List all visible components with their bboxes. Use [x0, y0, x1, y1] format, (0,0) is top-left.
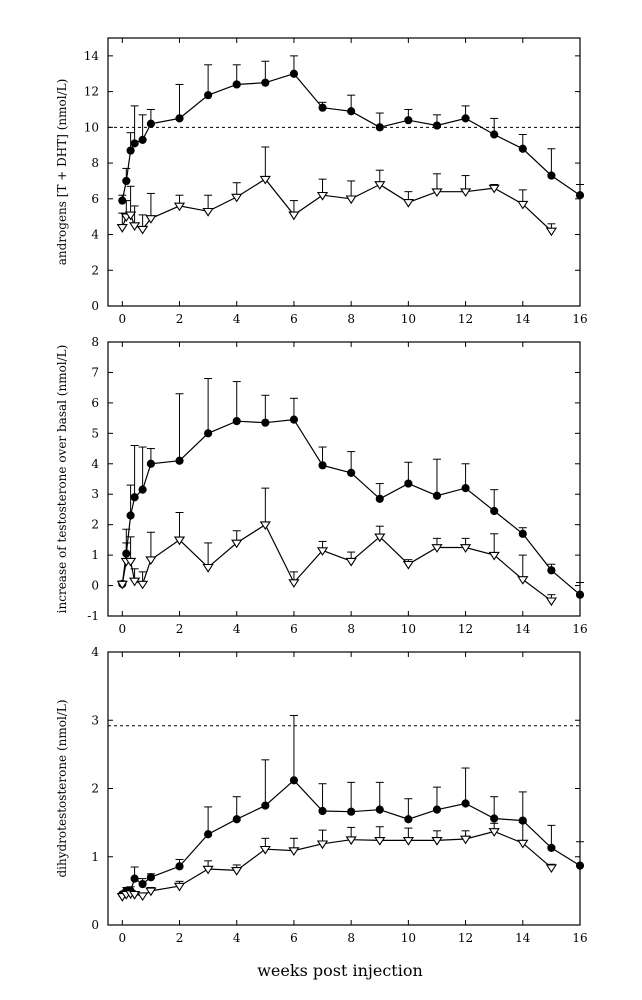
y-tick-label: 3 — [91, 487, 99, 502]
data-point-filled-circle — [139, 136, 146, 143]
x-tick-label: 10 — [400, 622, 417, 636]
data-point-filled-circle — [405, 117, 412, 124]
data-point-filled-circle — [348, 469, 355, 476]
data-point-filled-circle — [123, 177, 130, 184]
data-point-filled-circle — [491, 131, 498, 138]
y-tick-label: 6 — [91, 395, 99, 410]
y-tick-label: 2 — [91, 517, 99, 532]
x-tick-label: 16 — [572, 931, 588, 945]
data-point-open-triangle — [232, 868, 241, 875]
data-point-filled-circle — [290, 777, 297, 784]
x-tick-label: 6 — [290, 312, 298, 326]
data-point-open-triangle — [204, 866, 213, 873]
y-tick-label: 2 — [91, 263, 99, 278]
data-point-open-triangle — [432, 838, 441, 845]
data-point-open-triangle — [289, 212, 298, 219]
data-point-open-triangle — [289, 580, 298, 587]
x-tick-label: 12 — [457, 931, 474, 945]
x-tick-label: 6 — [290, 931, 298, 945]
x-tick-label: 8 — [347, 622, 355, 636]
x-tick-label: 6 — [290, 622, 298, 636]
y-axis-label: dihydrotestosterone (nmol/L) — [55, 699, 69, 878]
x-tick-label: 14 — [515, 622, 531, 636]
x-tick-label: 16 — [572, 312, 588, 326]
data-point-filled-circle — [127, 147, 134, 154]
data-point-filled-circle — [433, 806, 440, 813]
data-point-open-triangle — [204, 209, 213, 216]
data-point-filled-circle — [548, 172, 555, 179]
data-point-open-triangle — [138, 226, 147, 233]
y-tick-label: 4 — [91, 456, 99, 471]
data-point-filled-circle — [405, 480, 412, 487]
data-point-filled-circle — [376, 495, 383, 502]
y-tick-label: 1 — [91, 548, 99, 563]
data-point-filled-circle — [147, 120, 154, 127]
data-point-filled-circle — [233, 816, 240, 823]
x-tick-label: 16 — [572, 622, 588, 636]
data-point-open-triangle — [146, 557, 155, 564]
data-point-open-triangle — [547, 598, 556, 605]
data-point-filled-circle — [131, 494, 138, 501]
x-tick-label: 2 — [175, 312, 184, 326]
y-tick-label: 12 — [83, 84, 99, 99]
data-point-filled-circle — [131, 140, 138, 147]
y-tick-label: 7 — [91, 365, 99, 380]
y-tick-label: -1 — [87, 609, 99, 623]
data-point-filled-circle — [139, 880, 146, 887]
data-point-open-triangle — [375, 838, 384, 845]
data-point-open-triangle — [138, 581, 147, 588]
data-point-open-triangle — [461, 836, 470, 843]
data-point-open-triangle — [204, 565, 213, 572]
y-tick-label: 2 — [91, 781, 99, 796]
data-point-filled-circle — [205, 92, 212, 99]
y-tick-label: 0 — [91, 918, 99, 932]
data-point-open-triangle — [547, 865, 556, 872]
data-point-open-triangle — [518, 577, 527, 584]
data-point-filled-circle — [290, 70, 297, 77]
data-point-open-triangle — [347, 196, 356, 203]
data-point-filled-circle — [139, 486, 146, 493]
data-point-filled-circle — [548, 844, 555, 851]
y-tick-label: 0 — [91, 299, 99, 313]
data-point-filled-circle — [319, 104, 326, 111]
data-point-filled-circle — [147, 874, 154, 881]
data-point-filled-circle — [233, 81, 240, 88]
x-tick-label: 14 — [515, 312, 531, 326]
y-axis-label: androgens [T + DHT] (nmol/L) — [55, 78, 69, 266]
y-tick-label: 6 — [91, 191, 99, 206]
data-point-filled-circle — [290, 416, 297, 423]
data-point-open-triangle — [461, 189, 470, 196]
y-tick-label: 8 — [91, 156, 99, 171]
data-point-filled-circle — [433, 492, 440, 499]
data-point-filled-circle — [205, 831, 212, 838]
data-point-filled-circle — [262, 79, 269, 86]
x-tick-label: 10 — [400, 312, 417, 326]
x-tick-label: 12 — [457, 622, 474, 636]
data-point-open-triangle — [118, 225, 127, 232]
data-point-open-triangle — [404, 838, 413, 845]
x-tick-label: 8 — [347, 312, 355, 326]
data-point-open-triangle — [261, 522, 270, 529]
y-tick-label: 0 — [91, 578, 99, 593]
data-point-filled-circle — [262, 802, 269, 809]
y-axis-label: increase of testosterone over basal (nmol/L) — [55, 344, 69, 614]
data-point-filled-circle — [433, 122, 440, 129]
data-point-open-triangle — [347, 558, 356, 565]
data-point-filled-circle — [405, 816, 412, 823]
data-point-filled-circle — [576, 192, 583, 199]
y-tick-label: 3 — [91, 713, 99, 728]
plot-frame — [108, 38, 580, 306]
series-open — [118, 488, 556, 605]
y-tick-label: 4 — [91, 645, 99, 659]
x-tick-label: 12 — [457, 312, 474, 326]
data-point-open-triangle — [289, 848, 298, 855]
x-tick-label: 0 — [118, 622, 127, 636]
y-tick-label: 4 — [91, 227, 99, 242]
data-point-filled-circle — [519, 530, 526, 537]
y-tick-label: 5 — [91, 426, 99, 441]
data-point-filled-circle — [462, 800, 469, 807]
data-point-filled-circle — [462, 485, 469, 492]
data-point-open-triangle — [404, 562, 413, 569]
panel-testosterone-increase — [55, 335, 588, 636]
series-filled — [118, 715, 584, 897]
data-point-filled-circle — [176, 457, 183, 464]
series-line — [122, 525, 551, 601]
data-point-filled-circle — [576, 591, 583, 598]
data-point-filled-circle — [462, 115, 469, 122]
y-tick-label: 14 — [83, 48, 99, 63]
data-point-open-triangle — [375, 182, 384, 189]
series-open — [118, 147, 556, 235]
x-tick-label: 2 — [175, 622, 184, 636]
data-point-filled-circle — [319, 462, 326, 469]
series-line — [122, 832, 551, 897]
data-point-filled-circle — [348, 808, 355, 815]
data-point-open-triangle — [404, 200, 413, 207]
panel-dihydrotestosterone — [55, 645, 588, 945]
y-tick-label: 10 — [83, 120, 99, 135]
data-point-open-triangle — [138, 893, 147, 900]
data-point-filled-circle — [576, 862, 583, 869]
y-tick-label: 1 — [91, 849, 99, 864]
data-point-filled-circle — [262, 419, 269, 426]
data-point-filled-circle — [176, 863, 183, 870]
x-tick-label: 0 — [118, 931, 127, 945]
x-tick-label: 10 — [400, 931, 417, 945]
data-point-filled-circle — [205, 430, 212, 437]
data-point-filled-circle — [233, 418, 240, 425]
data-point-filled-circle — [491, 815, 498, 822]
x-tick-label: 4 — [232, 312, 241, 326]
data-point-open-triangle — [432, 545, 441, 552]
series-line — [122, 420, 580, 595]
data-point-filled-circle — [491, 507, 498, 514]
x-tick-label: 4 — [232, 931, 241, 945]
x-tick-label: 14 — [515, 931, 531, 945]
x-tick-label: 4 — [232, 622, 241, 636]
data-point-filled-circle — [519, 145, 526, 152]
x-tick-label: 8 — [347, 931, 355, 945]
data-point-open-triangle — [232, 194, 241, 201]
data-point-filled-circle — [176, 115, 183, 122]
data-point-filled-circle — [147, 460, 154, 467]
plot-frame — [108, 342, 580, 616]
data-point-filled-circle — [319, 807, 326, 814]
data-point-filled-circle — [376, 806, 383, 813]
x-tick-label: 2 — [175, 931, 184, 945]
series-line — [122, 179, 551, 231]
data-point-filled-circle — [127, 512, 134, 519]
data-point-open-triangle — [547, 228, 556, 235]
data-point-filled-circle — [131, 875, 138, 882]
panel-androgens — [55, 38, 588, 326]
data-point-filled-circle — [548, 567, 555, 574]
data-point-filled-circle — [376, 124, 383, 131]
data-point-open-triangle — [146, 888, 155, 895]
x-axis-label: weeks post injection — [257, 961, 423, 980]
data-point-open-triangle — [261, 847, 270, 854]
y-tick-label: 8 — [91, 335, 99, 349]
data-point-filled-circle — [348, 108, 355, 115]
x-tick-label: 0 — [118, 312, 127, 326]
